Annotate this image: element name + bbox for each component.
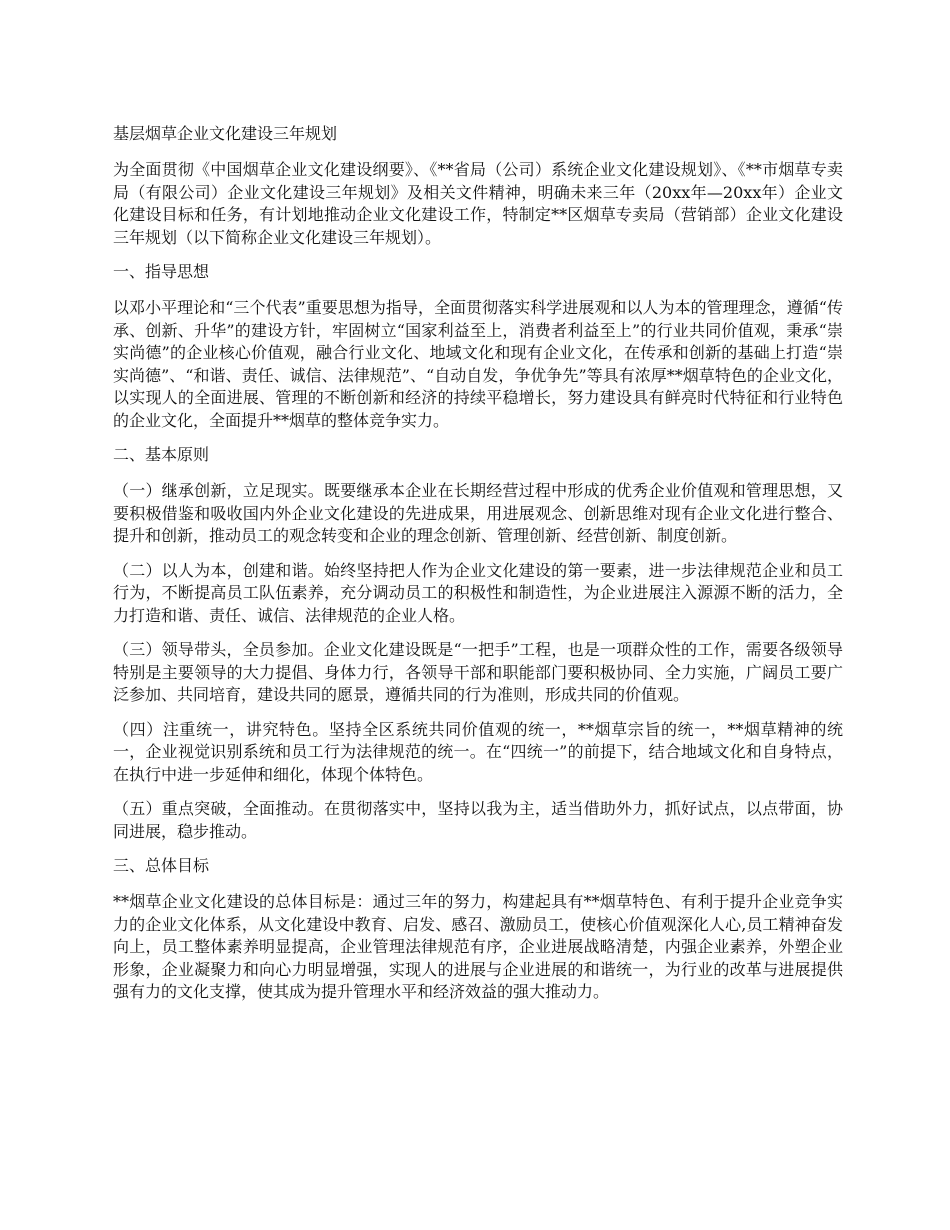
overall-goal-paragraph: **烟草企业文化建设的总体目标是：通过三年的努力，构建起具有**烟草特色、有利于提升企业竞争实力的企业文化体系，从文化建设中教育、启发、感召、激励员工，使核心价值观深化人心,员工精神奋发向上，员工整体素养明显提高，企业管理法律规范有序，企业进展战略清楚，内强企业素养，外塑企业形象，企业凝聚力和向心力明显增强，实现人的进展与企业进展的和谐统一，为行业的改革与进展提供强有力的文化支撑，使其成为提升管理水平和经济效益的强大推动力。 [113,892,843,1001]
section-heading-overall-goal: 三、总体目标 [113,856,210,875]
section-heading-basic-principles: 二、基本原则 [113,445,210,464]
section-heading-guiding-thought: 一、指导思想 [113,262,210,281]
principle-paragraph-4: （四）注重统一，讲究特色。坚持全区系统共同价值观的统一，**烟草宗旨的统一，**烟草精神的统一，企业视觉识别系统和员工行为法律规范的统一。在“四统一”的前提下，结合地域文化和自身特点，在执行中进一步延伸和细化，体现个体特色。 [113,719,843,784]
principle-paragraph-2: （二）以人为本，创建和谐。始终坚持把人作为企业文化建设的第一要素，进一步法律规范企业和员工行为，不断提高员工队伍素养，充分调动员工的积极性和制造性，为企业进展注入源源不断的活力，全力打造和谐、责任、诚信、法律规范的企业人格。 [113,560,843,625]
principle-paragraph-1: （一）继承创新，立足现实。既要继承本企业在长期经营过程中形成的优秀企业价值观和管理思想，又要积极借鉴和吸收国内外企业文化建设的先进成果，用进展观念、创新思维对现有企业文化进行整合、提升和创新，推动员工的观念转变和企业的理念创新、管理创新、经营创新、制度创新。 [113,481,843,545]
document-title: 基层烟草企业文化建设三年规划 [113,124,338,143]
document-page [113,123,843,1016]
intro-paragraph: 为全面贯彻《中国烟草企业文化建设纲要》、《**省局（公司）系统企业文化建设规划》、《**市烟草专卖局（有限公司）企业文化建设三年规划》及相关文件精神，明确未来三年（20xx年—20xx年）企业文化建设目标和任务，有计划地推动企业文化建设工作，特制定**区烟草专卖局（营销部）企业文化建设三年规划（以下简称企业文化建设三年规划）。 [113,160,843,247]
guiding-thought-paragraph: 以邓小平理论和“三个代表”重要思想为指导，全面贯彻落实科学进展观和以人为本的管理理念，遵循“传承、创新、升华”的建设方针，牢固树立“国家利益至上，消费者利益至上”的行业共同价值观，秉承“崇实尚德”的企业核心价值观，融合行业文化、地域文化和现有企业文化，在传承和创新的基础上打造“崇实尚德”、“和谐、责任、诚信、法律规范”、“自动自发，争优争先”等具有浓厚**烟草特色的企业文化，以实现人的全面进展、管理的不断创新和经济的持续平稳增长，努力建设具有鲜亮时代特征和行业特色的企业文化，全面提升**烟草的整体竞争实力。 [113,298,843,430]
principle-paragraph-5: （五）重点突破，全面推动。在贯彻落实中，坚持以我为主，适当借助外力，抓好试点，以点带面，协同进展，稳步推动。 [113,799,843,841]
principle-paragraph-3: （三）领导带头，全员参加。企业文化建设既是“一把手”工程，也是一项群众性的工作，需要各级领导特别是主要领导的大力提倡、身体力行，各领导干部和职能部门要积极协同、全力实施，广阔员工要广泛参加、共同培育，建设共同的愿景，遵循共同的行为准则，形成共同的价值观。 [113,640,843,704]
